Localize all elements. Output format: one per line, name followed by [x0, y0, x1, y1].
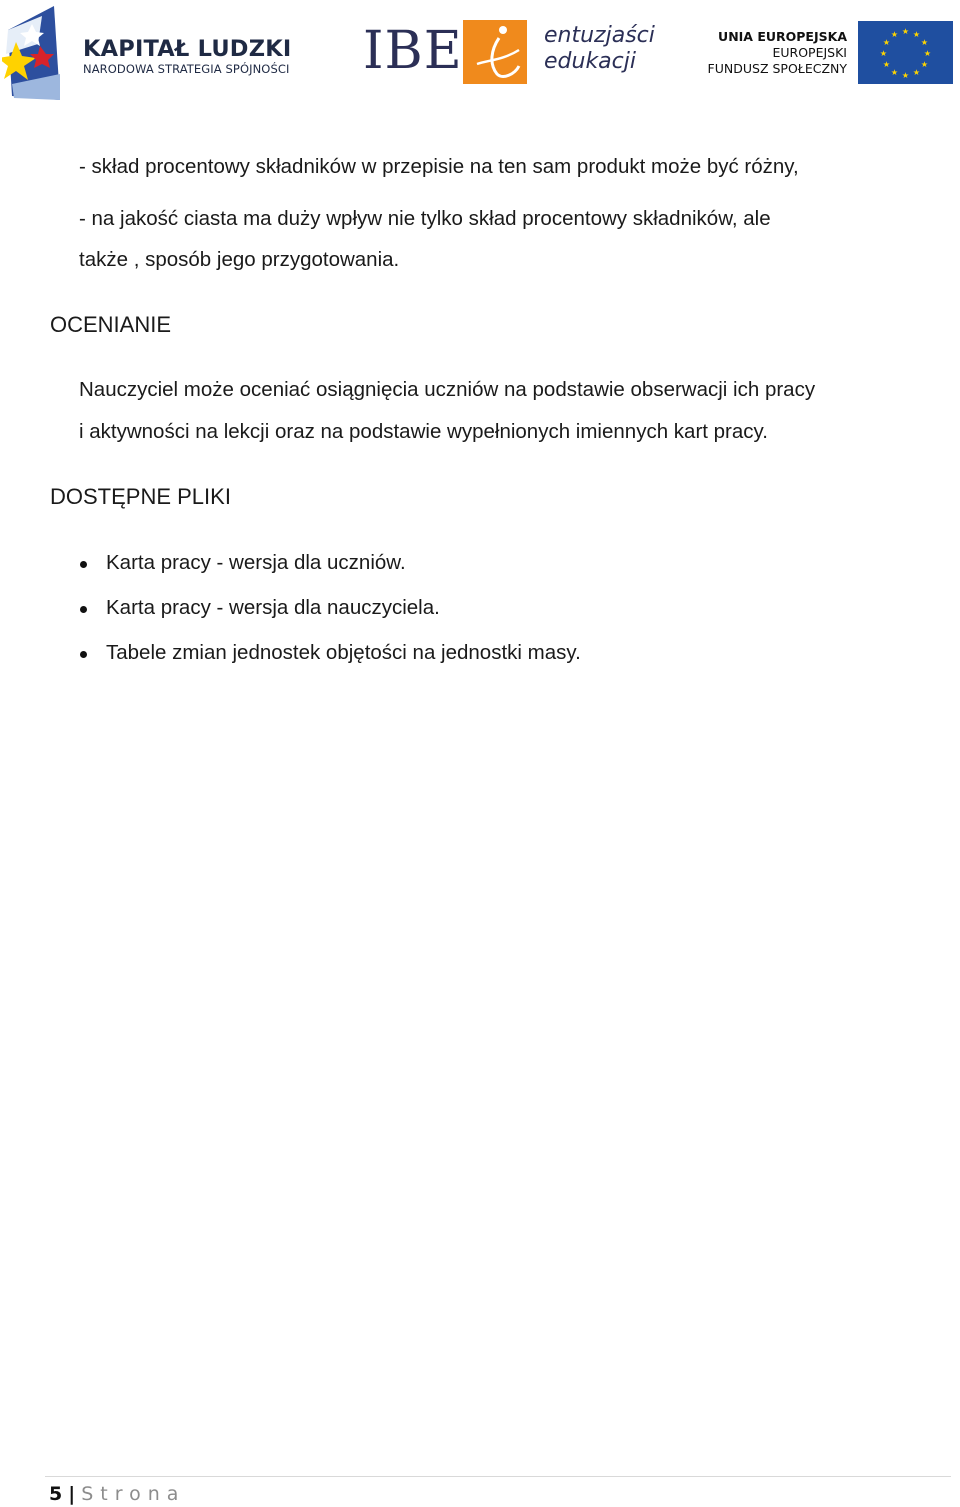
page-header: [0, 0, 960, 105]
ibe-logo: IBE: [363, 21, 463, 81]
paragraph-line: - skład procentowy składników w przepisie na ten sam produkt może być różny,: [79, 155, 799, 178]
kapital-ludzki-subtitle: NARODOWA STRATEGIA SPÓJNOŚCI: [83, 62, 290, 76]
svg-text:★: ★: [901, 27, 910, 36]
file-link[interactable]: Tabele zmian jednostek objętości na jednostki masy.: [106, 641, 581, 664]
eu-union-label: UNIA EUROPEJSKA: [718, 29, 847, 44]
svg-text:★: ★: [923, 49, 932, 58]
svg-text:★: ★: [912, 68, 921, 77]
svg-text:★: ★: [901, 71, 910, 80]
svg-text:★: ★: [920, 38, 929, 47]
page-separator: |: [68, 1483, 76, 1505]
svg-text:★: ★: [879, 49, 888, 58]
eu-fund-label: [700, 29, 847, 77]
file-link[interactable]: Karta pracy - wersja dla uczniów.: [106, 551, 406, 574]
paragraph-line: także , sposób jego przygotowania.: [79, 248, 400, 271]
bullet-icon: [80, 606, 87, 613]
svg-text:★: ★: [920, 60, 929, 69]
eu-european-label: EUROPEJSKI: [772, 45, 847, 60]
page-word: Strona: [81, 1483, 186, 1505]
bullet-icon: [80, 651, 87, 658]
entuzjasci-line: entuzjaści: [544, 23, 655, 48]
page-footer: [49, 1482, 185, 1507]
svg-text:★: ★: [890, 68, 899, 77]
section-heading-ocenianie: OCENIANIE: [50, 312, 172, 337]
svg-text:★: ★: [882, 38, 891, 47]
svg-text:★: ★: [882, 60, 891, 69]
paragraph-line: - na jakość ciasta ma duży wpływ nie tylko skład procentowy składników, ale: [79, 207, 771, 230]
entuzjasci-edukacji-wordmark: [544, 23, 655, 75]
svg-text:★: ★: [912, 30, 921, 39]
kapital-ludzki-wordmark: [83, 36, 291, 76]
paragraph-line: Nauczyciel może oceniać osiągnięcia uczniów na podstawie obserwacji ich pracy: [79, 378, 816, 401]
section-heading-pliki: DOSTĘPNE PLIKI: [50, 484, 231, 509]
eu-social-fund-label: FUNDUSZ SPOŁECZNY: [707, 61, 847, 76]
paragraph-line: i aktywności na lekcji oraz na podstawie wypełnionych imiennych kart pracy.: [79, 420, 768, 443]
kapital-ludzki-title: KAPITAŁ LUDZKI: [83, 36, 292, 62]
edukacji-line: edukacji: [544, 49, 636, 74]
kapital-ludzki-logo-icon: [2, 4, 62, 102]
entuzjasci-edukacji-logo-icon: [463, 20, 527, 84]
footer-divider: [45, 1476, 951, 1477]
file-link[interactable]: Karta pracy - wersja dla nauczyciela.: [106, 596, 440, 619]
svg-text:★: ★: [890, 30, 899, 39]
bullet-icon: [80, 561, 87, 568]
page-number: 5: [49, 1483, 63, 1505]
eu-flag-icon: [858, 21, 953, 84]
